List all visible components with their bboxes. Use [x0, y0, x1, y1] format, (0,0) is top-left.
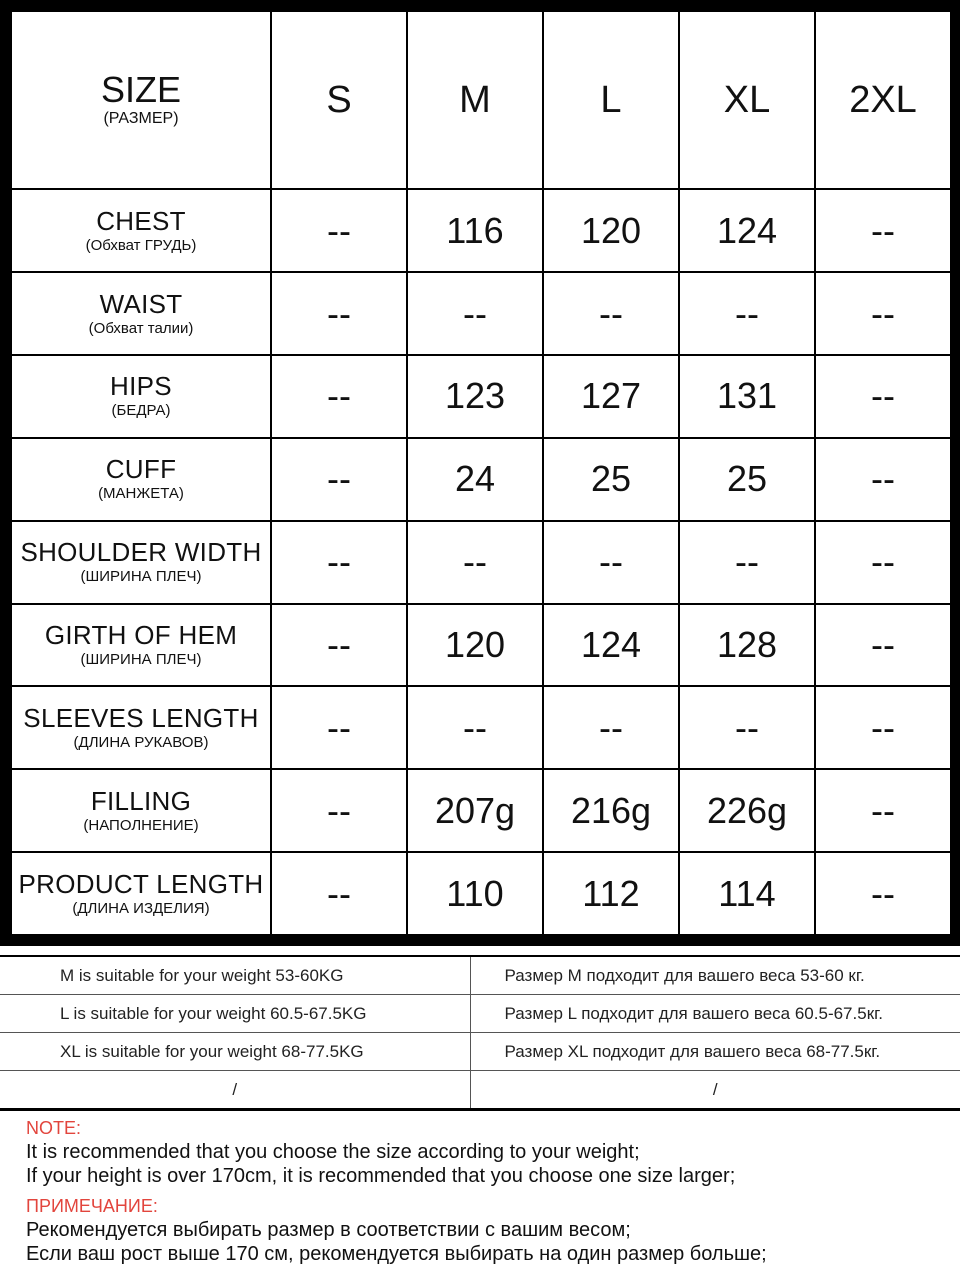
measurement-value: 131 [679, 355, 815, 438]
size-header-cell [11, 11, 271, 189]
weight-text-ru: / [470, 1071, 960, 1110]
measurement-value: 124 [679, 189, 815, 272]
measurement-label: CHEST [96, 205, 186, 236]
measurement-value: -- [815, 355, 951, 438]
measurement-label-ru: (ШИРИНА ПЛЕЧ) [80, 650, 202, 668]
measurement-value: -- [543, 521, 679, 604]
measurement-value: -- [679, 521, 815, 604]
measurement-label: SHOULDER WIDTH [20, 537, 262, 568]
measurement-row [11, 604, 951, 687]
weight-text-en: M is suitable for your weight 53-60KG [0, 956, 470, 995]
measurement-value: 24 [407, 438, 543, 521]
size-col-l: L [543, 11, 679, 189]
measurement-value: 207g [407, 769, 543, 852]
measurement-label-ru: (ДЛИНА ИЗДЕЛИЯ) [72, 899, 210, 917]
measurement-value: 112 [543, 852, 679, 935]
measurement-row [11, 852, 951, 935]
measurement-value: 120 [543, 189, 679, 272]
measurement-label: PRODUCT LENGTH [18, 868, 264, 899]
measurement-value: 110 [407, 852, 543, 935]
notes-section [26, 1116, 946, 1266]
weight-text-ru: Размер XL подходит для вашего веса 68-77.5кг. [470, 1033, 960, 1071]
weight-text-en: / [0, 1071, 470, 1110]
measurement-value: -- [815, 189, 951, 272]
note-line-ru: Если ваш рост выше 170 см, рекомендуется выбирать на один размер больше; [26, 1243, 767, 1265]
measurement-label-ru: (ШИРИНА ПЛЕЧ) [80, 568, 202, 586]
measurement-value: 216g [543, 769, 679, 852]
measurement-label-cell [11, 438, 271, 521]
measurement-label: FILLING [90, 785, 192, 816]
note-line: If your height is over 170cm, it is recommended that you choose one size larger; [26, 1165, 736, 1187]
measurement-value: -- [271, 521, 407, 604]
measurement-value: -- [679, 686, 815, 769]
measurement-value: -- [543, 686, 679, 769]
measurement-row [11, 355, 951, 438]
measurement-value: -- [407, 686, 543, 769]
measurement-label-cell [11, 272, 271, 355]
measurement-value: -- [679, 272, 815, 355]
measurement-value: -- [271, 438, 407, 521]
weight-text-ru: Размер M подходит для вашего веса 53-60 кг. [470, 956, 960, 995]
measurement-value: -- [815, 769, 951, 852]
measurement-label-cell [11, 189, 271, 272]
measurement-value: 25 [543, 438, 679, 521]
measurement-value: -- [271, 272, 407, 355]
weight-row [0, 956, 960, 995]
note-label: NOTE: [26, 1118, 82, 1138]
weight-text-ru: Размер L подходит для вашего веса 60.5-67.5кг. [470, 995, 960, 1033]
measurement-label: SLEEVES LENGTH [23, 702, 259, 733]
measurement-value: 226g [679, 769, 815, 852]
measurement-label-ru: (НАПОЛНЕНИЕ) [83, 816, 199, 834]
measurement-value: -- [271, 189, 407, 272]
measurement-label: GIRTH OF HEM [44, 619, 238, 650]
measurement-value: -- [271, 769, 407, 852]
note-line-ru: Рекомендуется выбирать размер в соответствии с вашим весом; [26, 1219, 631, 1241]
measurement-value: -- [271, 604, 407, 687]
measurement-label-ru: (БЕДРА) [111, 402, 171, 420]
weight-row [0, 1071, 960, 1110]
measurement-value: 127 [543, 355, 679, 438]
measurement-label-cell [11, 604, 271, 687]
measurement-row [11, 189, 951, 272]
size-header-title: SIZE [100, 69, 181, 111]
size-col-xl: XL [679, 11, 815, 189]
measurement-label-cell [11, 521, 271, 604]
measurement-label: WAIST [99, 288, 183, 319]
measurement-value: -- [271, 355, 407, 438]
size-col-s: S [271, 11, 407, 189]
size-col-2xl: 2XL [815, 11, 951, 189]
note-line: It is recommended that you choose the size according to your weight; [26, 1141, 640, 1163]
size-chart-table [10, 10, 952, 936]
size-header-row [11, 11, 951, 189]
measurement-row [11, 686, 951, 769]
measurement-value: -- [271, 686, 407, 769]
measurement-value: -- [815, 521, 951, 604]
measurement-label-cell [11, 852, 271, 935]
measurement-value: -- [815, 852, 951, 935]
size-header-subtitle: (РАЗМЕР) [103, 110, 179, 128]
weight-row [0, 995, 960, 1033]
measurement-value: 123 [407, 355, 543, 438]
note-label-ru: ПРИМЕЧАНИЕ: [26, 1196, 158, 1216]
measurement-label-ru: (МАНЖЕТА) [98, 485, 184, 503]
measurement-value: -- [815, 604, 951, 687]
measurement-value: -- [815, 686, 951, 769]
measurement-value: 25 [679, 438, 815, 521]
weight-text-en: L is suitable for your weight 60.5-67.5KG [0, 995, 470, 1033]
measurement-value: 120 [407, 604, 543, 687]
measurement-value: -- [815, 438, 951, 521]
measurement-value: -- [407, 521, 543, 604]
weight-row [0, 1033, 960, 1071]
measurement-label-ru: (ДЛИНА РУКАВОВ) [73, 733, 209, 751]
measurement-label-ru: (Обхват ГРУДЬ) [85, 236, 197, 254]
measurement-value: -- [271, 852, 407, 935]
measurement-label-ru: (Обхват талии) [88, 319, 194, 337]
measurement-label: CUFF [105, 454, 177, 485]
measurement-value: -- [815, 272, 951, 355]
measurement-value: 116 [407, 189, 543, 272]
weight-text-en: XL is suitable for your weight 68-77.5KG [0, 1033, 470, 1071]
measurement-row [11, 769, 951, 852]
measurement-value: 114 [679, 852, 815, 935]
measurement-label-cell [11, 769, 271, 852]
measurement-label-cell [11, 686, 271, 769]
measurement-row [11, 438, 951, 521]
measurement-value: 124 [543, 604, 679, 687]
measurement-label: HIPS [110, 371, 172, 402]
measurement-value: 128 [679, 604, 815, 687]
measurement-row [11, 521, 951, 604]
measurement-value: -- [407, 272, 543, 355]
measurement-label-cell [11, 355, 271, 438]
measurement-row [11, 272, 951, 355]
size-col-m: M [407, 11, 543, 189]
measurement-value: -- [543, 272, 679, 355]
weight-guide-table [0, 955, 960, 1111]
